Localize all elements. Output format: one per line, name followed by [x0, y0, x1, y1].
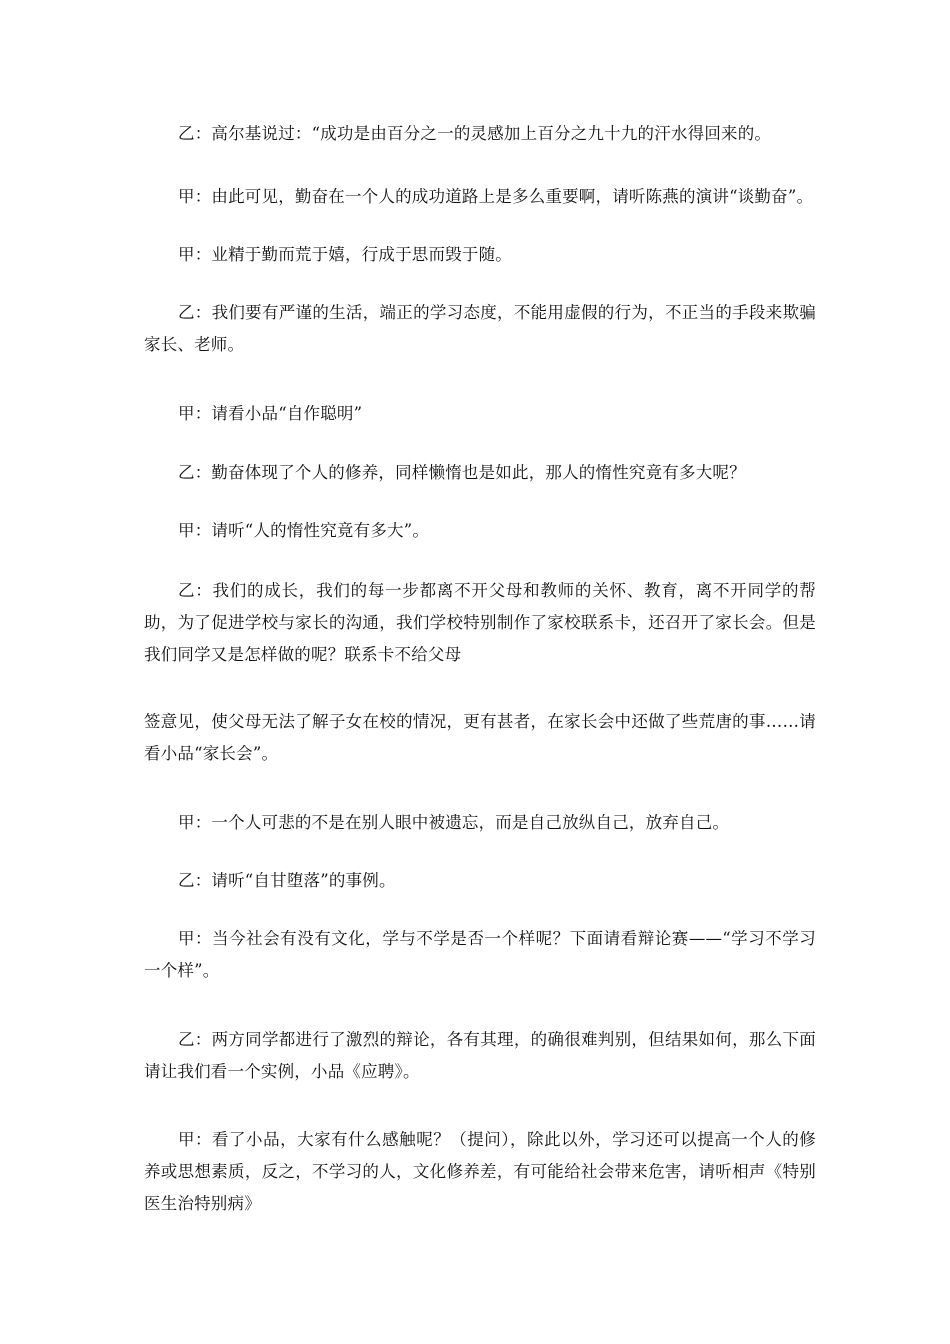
paragraph-12: 甲：当今社会有没有文化，学与不学是否一个样呢？下面请看辩论赛——“学习不学习一个样”。: [144, 929, 816, 980]
paragraph-6: 乙：勤奋体现了个人的修养，同样懒惰也是如此，那人的惰性究竟有多大呢？: [178, 463, 746, 482]
paragraph-13: 乙：两方同学都进行了激烈的辩论，各有其理，的确很难判别，但结果如何，那么下面请让我们看一个实例，小品《应聘》。: [144, 1030, 816, 1081]
paragraph-8: 乙：我们的成长，我们的每一步都离不开父母和教师的关怀、教育，离不开同学的帮助，为了促进学校与家长的沟通，我们学校特别制作了家校联系卡，还召开了家长会。但是我们同学又是怎样做的呢？联系卡不给父母: [144, 581, 816, 664]
paragraph-2: 甲：由此可见，勤奋在一个人的成功道路上是多么重要啊，请听陈燕的演讲“谈勤奋”。: [178, 187, 814, 206]
paragraph-11: 乙：请听“自甘堕落”的事例。: [178, 871, 396, 890]
paragraph-7: 甲：请听“人的惰性究竟有多大”。: [178, 521, 430, 540]
paragraph-3: 甲：业精于勤而荒于嬉，行成于思而毁于随。: [178, 245, 512, 264]
paragraph-5: 甲：请看小品“自作聪明”: [178, 404, 363, 423]
paragraph-10: 甲：一个人可悲的不是在别人眼中被遗忘，而是自己放纵自己，放弃自己。: [178, 813, 730, 832]
paragraph-9: 签意见，使父母无法了解子女在校的情况，更有甚者，在家长会中还做了些荒唐的事……请看小品“家长会”。: [144, 712, 816, 763]
paragraph-1: 乙：高尔基说过：“成功是由百分之一的灵感加上百分之九十九的汗水得回来的。: [178, 124, 772, 143]
paragraph-4: 乙：我们要有严谨的生活，端正的学习态度，不能用虚假的行为，不正当的手段来欺骗家长、老师。: [144, 303, 816, 354]
paragraph-14: 甲：看了小品，大家有什么感触呢？（提问），除此以外，学习还可以提高一个人的修养或思想素质，反之，不学习的人，文化修养差，有可能给社会带来危害，请听相声《特别医生治特别病》: [144, 1130, 816, 1213]
